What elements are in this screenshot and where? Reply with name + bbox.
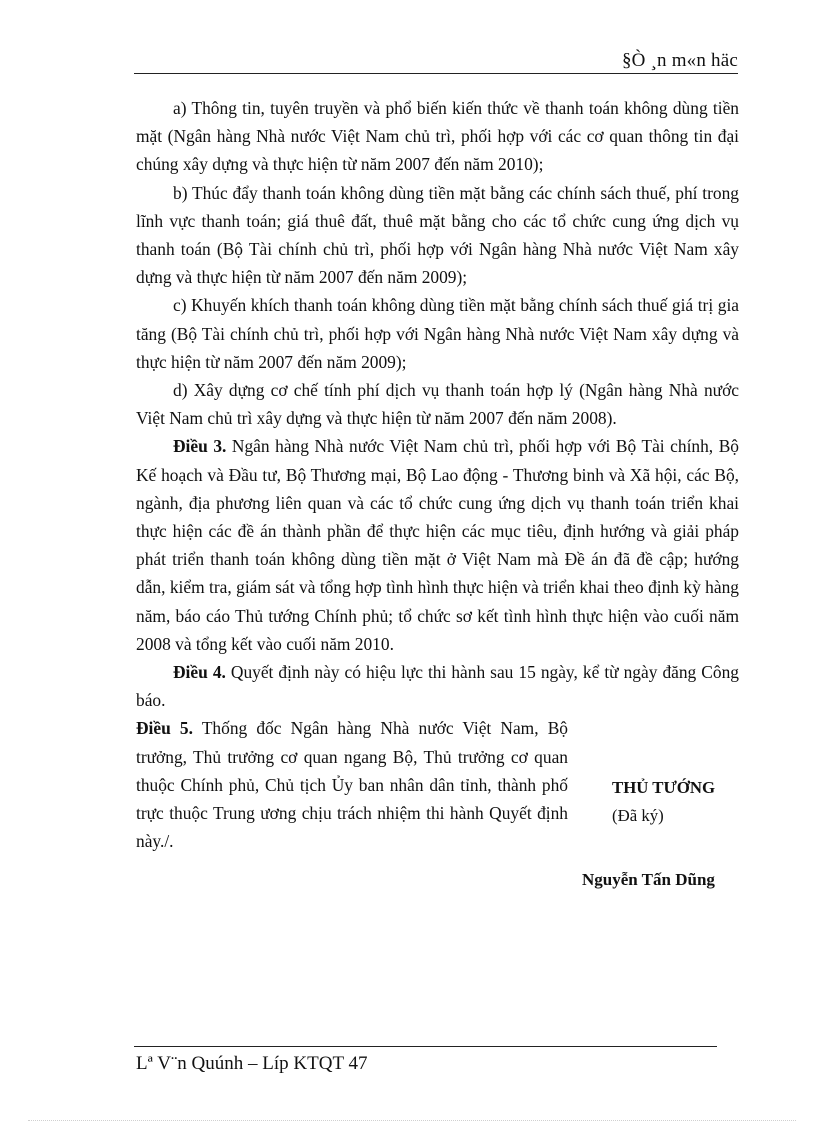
article-3-label: Điều 3. xyxy=(173,436,227,457)
article-3-text: Ngân hàng Nhà nước Việt Nam chủ trì, phối hợp với Bộ Tài chính, Bộ Kế hoạch và Đầu tư, Bộ Thương mại, Bộ Lao động - Thương binh và Xã hội, các Bộ, ngành, địa phương liên quan và các tổ chức cung ứng dịch vụ thanh toán triển khai thực hiện các đề án thành phần để thực hiện các mục tiêu, định hướng và giải pháp phát triển thanh toán không dùng tiền mặt ở Việt Nam mà Đề án đã đề cập; hướng dẫn, kiểm tra, giám sát và tổng hợp tình hình thực hiện và triển khai theo định kỳ hàng năm, báo cáo Thủ tướng Chính phủ; tổ chức sơ kết tình hình thực hiện vào cuối năm 2008 và tổng kết vào cuối năm 2010. xyxy=(136,436,739,654)
signer-title: THỦ TƯỚNG xyxy=(612,778,716,798)
article-4-text: Quyết định này có hiệu lực thi hành sau 15 ngày, kể từ ngày đăng Công báo. xyxy=(136,662,739,711)
page-edge-line xyxy=(28,1120,796,1121)
article-5-label: Điều 5. xyxy=(136,718,193,739)
page-footer-text: Lª V¨n Quúnh – Líp KTQT 47 xyxy=(136,1053,368,1074)
footer-divider xyxy=(134,1046,717,1047)
article-4-paragraph xyxy=(136,658,739,714)
item-c-paragraph: c) Khuyến khích thanh toán không dùng tiền mặt bằng chính sách thuế giá trị gia tăng (Bộ Tài chính chủ trì, phối hợp với Ngân hàng Nhà nước Việt Nam xây dựng và thực hiện từ năm 2007 đến năm 2009); xyxy=(136,295,739,372)
article-3-paragraph xyxy=(136,432,739,658)
article-5-paragraph xyxy=(136,714,568,855)
signer-name: Nguyễn Tấn Dũng xyxy=(582,870,715,890)
signed-note: (Đã ký) xyxy=(612,806,664,826)
item-d-paragraph: d) Xây dựng cơ chế tính phí dịch vụ thanh toán hợp lý (Ngân hàng Nhà nước Việt Nam chủ trì xây dựng và thực hiện từ năm 2007 đến năm 2008). xyxy=(136,380,739,429)
article-4-label: Điều 4. xyxy=(173,662,226,683)
document-body xyxy=(136,94,739,904)
article-5-text: Thống đốc Ngân hàng Nhà nước Việt Nam, Bộ trưởng, Thủ trưởng cơ quan ngang Bộ, Thủ trưởng cơ quan thuộc Chính phủ, Chủ tịch Ủy ban nhân dân tỉnh, thành phố trực thuộc Trung ương chịu trách nhiệm thi hành Quyết định này./. xyxy=(136,718,568,852)
item-a-paragraph: a) Thông tin, tuyên truyền và phổ biến kiến thức về thanh toán không dùng tiền mặt (Ngân hàng Nhà nước Việt Nam chủ trì, phối hợp với các cơ quan thông tin đại chúng xây dựng và thực hiện từ năm 2007 đến năm 2010); xyxy=(136,98,739,175)
closing-section xyxy=(136,714,739,904)
header-divider xyxy=(134,73,738,74)
page-header-title: §Ò ¸n m«n häc xyxy=(621,50,738,71)
item-b-paragraph: b) Thúc đẩy thanh toán không dùng tiền mặt bằng các chính sách thuế, phí trong lĩnh vực thanh toán; giá thuê đất, thuê mặt bằng cho các tổ chức cung ứng dịch vụ thanh toán (Bộ Tài chính chủ trì, phối hợp với Ngân hàng Nhà nước Việt Nam xây dựng và thực hiện từ năm 2007 đến năm 2009); xyxy=(136,182,739,288)
